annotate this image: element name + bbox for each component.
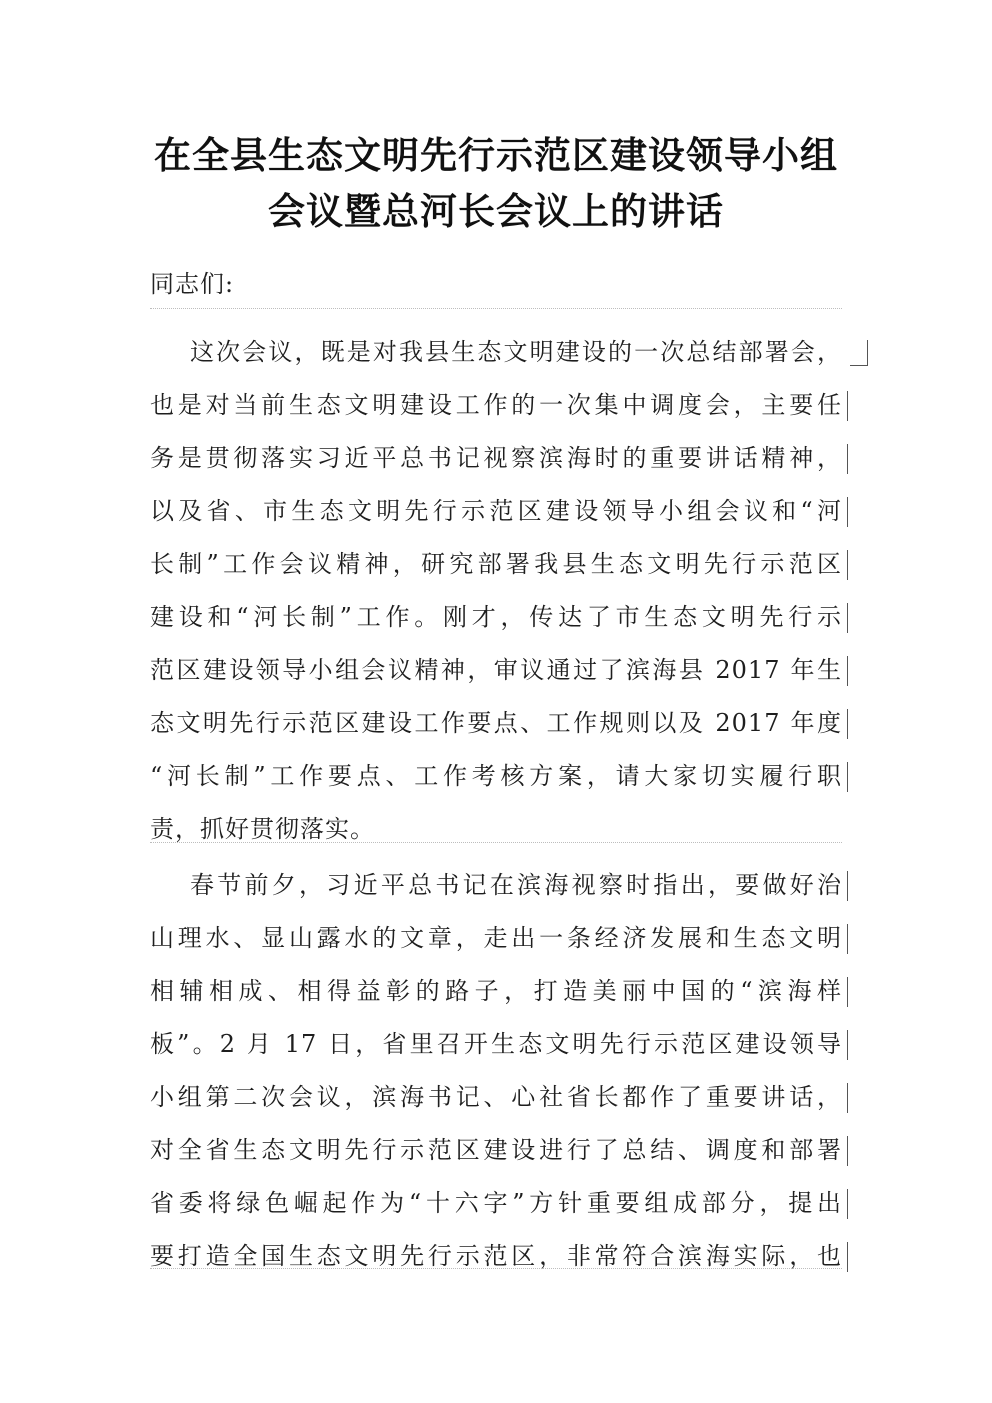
- line-end-mark: [847, 977, 848, 1007]
- text-line: 板”。2 月 17 日，省里召开生态文明先行示范区建设领导: [150, 1018, 842, 1071]
- text-line: 小组第二次会议，滨海书记、心社省长都作了重要讲话，: [150, 1071, 842, 1124]
- line-end-mark: [847, 1083, 848, 1113]
- text-line: 也是对当前生态文明建设工作的一次集中调度会，主要任: [150, 379, 842, 432]
- line-end-mark: [847, 709, 848, 739]
- text-line: 这次会议，既是对我县生态文明建设的一次总结部署会，: [150, 326, 842, 379]
- text-line: 务是贯彻落实习近平总书记视察滨海时的重要讲话精神，: [150, 432, 842, 485]
- line-end-mark: [847, 924, 848, 954]
- page-bottom-rule: [150, 1268, 842, 1269]
- line-end-mark: [847, 871, 848, 901]
- line-end-mark: [847, 444, 848, 474]
- paragraph-separator: [150, 842, 842, 843]
- line-end-mark: [847, 762, 848, 792]
- line-end-mark: [847, 603, 848, 633]
- line-end-mark: [847, 1189, 848, 1219]
- line-end-mark: [847, 497, 848, 527]
- line-end-mark: [847, 1136, 848, 1166]
- text-line: 要打造全国生态文明先行示范区，非常符合滨海实际，也: [150, 1230, 842, 1283]
- line-end-mark: [847, 656, 848, 686]
- text-line: 春节前夕，习近平总书记在滨海视察时指出，要做好治: [150, 859, 842, 912]
- text-line: 态文明先行示范区建设工作要点、工作规则以及 2017 年度: [150, 697, 842, 750]
- text-line: 省委将绿色崛起作为“十六字”方针重要组成部分，提出: [150, 1177, 842, 1230]
- text-line: 范区建设领导小组会议精神，审议通过了滨海县 2017 年生: [150, 644, 842, 697]
- line-end-mark: [867, 340, 868, 366]
- text-line: 以及省、市生态文明先行示范区建设领导小组会议和“河: [150, 485, 842, 538]
- paragraph-separator: [150, 308, 842, 309]
- line-end-mark: [847, 391, 848, 421]
- title-line-2: 会议暨总河长会议上的讲话: [268, 189, 724, 233]
- text-line: 建设和“河长制”工作。刚才，传达了市生态文明先行示: [150, 591, 842, 644]
- title-line-1: 在全县生态文明先行示范区建设领导小组: [154, 133, 838, 177]
- text-line: 责，抓好贯彻落实。: [150, 815, 375, 843]
- line-end-mark: [847, 1242, 848, 1272]
- text-line: 山理水、显山露水的文章，走出一条经济发展和生态文明: [150, 912, 842, 965]
- line-end-mark: [847, 550, 848, 580]
- line-end-mark: [847, 1030, 848, 1060]
- salutation: 同志们:: [150, 270, 235, 298]
- text-line: 长制”工作会议精神，研究部署我县生态文明先行示范区: [150, 538, 842, 591]
- text-line: 对全省生态文明先行示范区建设进行了总结、调度和部署: [150, 1124, 842, 1177]
- text-line: “河长制”工作要点、工作考核方案，请大家切实履行职: [150, 750, 842, 803]
- paragraph-1: [150, 326, 842, 856]
- paragraph-2: [150, 859, 842, 1283]
- text-line: 相辅相成、相得益彰的路子，打造美丽中国的“滨海样: [150, 965, 842, 1018]
